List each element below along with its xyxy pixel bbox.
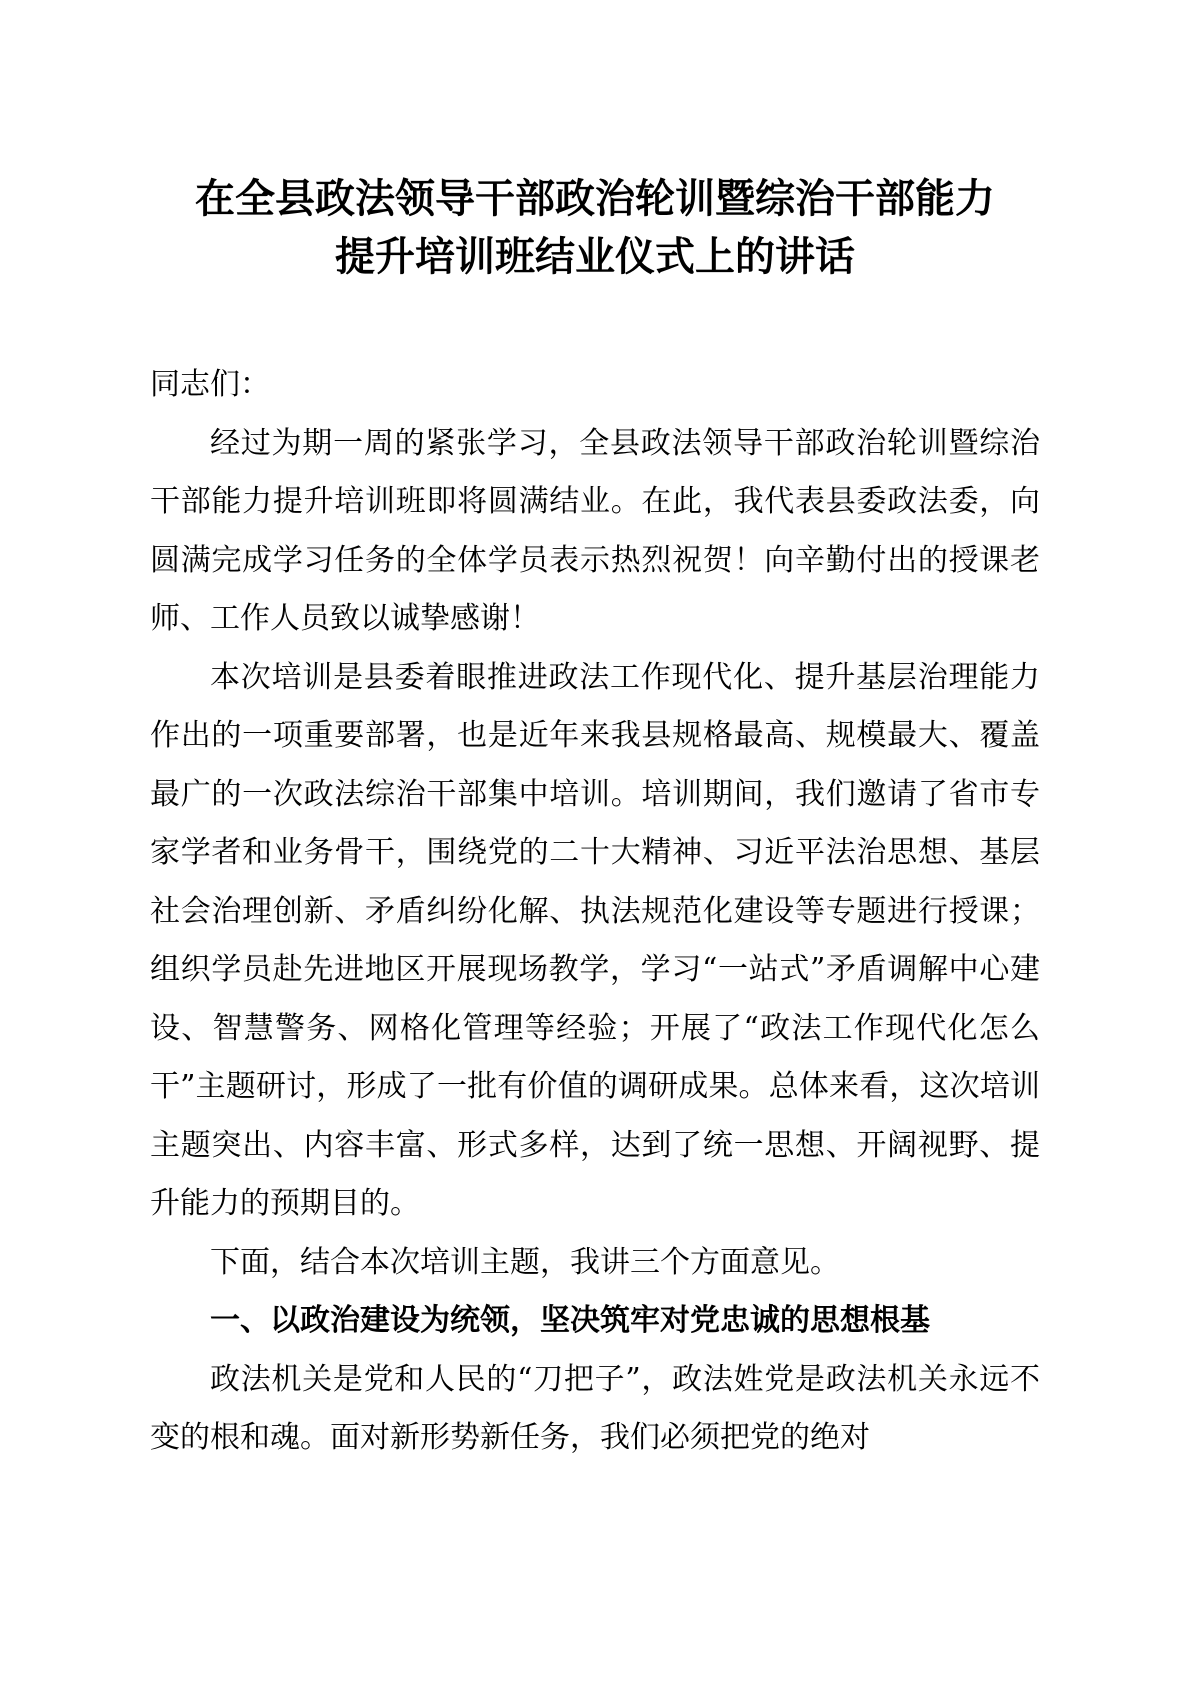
document-body bbox=[150, 356, 1040, 1468]
title-line-1: 在全县政法领导干部政治轮训暨综治干部能力 bbox=[195, 175, 995, 222]
title-line-2: 提升培训班结业仪式上的讲话 bbox=[335, 233, 855, 280]
section-heading-1: 一、以政治建设为统领，坚决筑牢对党忠诚的思想根基 bbox=[210, 1303, 930, 1338]
salutation: 同志们： bbox=[150, 367, 270, 402]
paragraph-training-overview: 本次培训是县委着眼推进政法工作现代化、提升基层治理能力作出的一项重要部署，也是近年来我县规格最高、规模最大、覆盖最广的一次政法综治干部集中培训。培训期间，我们邀请了省市专家学者和业务骨干，围绕党的二十大精神、习近平法治思想、基层社会治理创新、矛盾纠纷化解、执法规范化建设等专题进行授课；组织学员赴先进地区开展现场教学，学习“一站式”矛盾调解中心建设、智慧警务、网格化管理等经验；开展了“政法工作现代化怎么干”主题研讨，形成了一批有价值的调研成果。总体来看，这次培训主题突出、内容丰富、形式多样，达到了统一思想、开阔视野、提升能力的预期目的。 bbox=[150, 659, 1040, 1221]
paragraph-opening: 经过为期一周的紧张学习，全县政法领导干部政治轮训暨综治干部能力提升培训班即将圆满结业。在此，我代表县委政法委，向圆满完成学习任务的全体学员表示热烈祝贺！向辛勤付出的授课老师、工作人员致以诚挚感谢！ bbox=[150, 425, 1040, 636]
document-title bbox=[140, 170, 1050, 286]
paragraph-section-1: 政法机关是党和人民的“刀把子”，政法姓党是政法机关永远不变的根和魂。面对新形势新任务，我们必须把党的绝对 bbox=[150, 1361, 1040, 1455]
paragraph-transition: 下面，结合本次培训主题，我讲三个方面意见。 bbox=[210, 1244, 840, 1280]
